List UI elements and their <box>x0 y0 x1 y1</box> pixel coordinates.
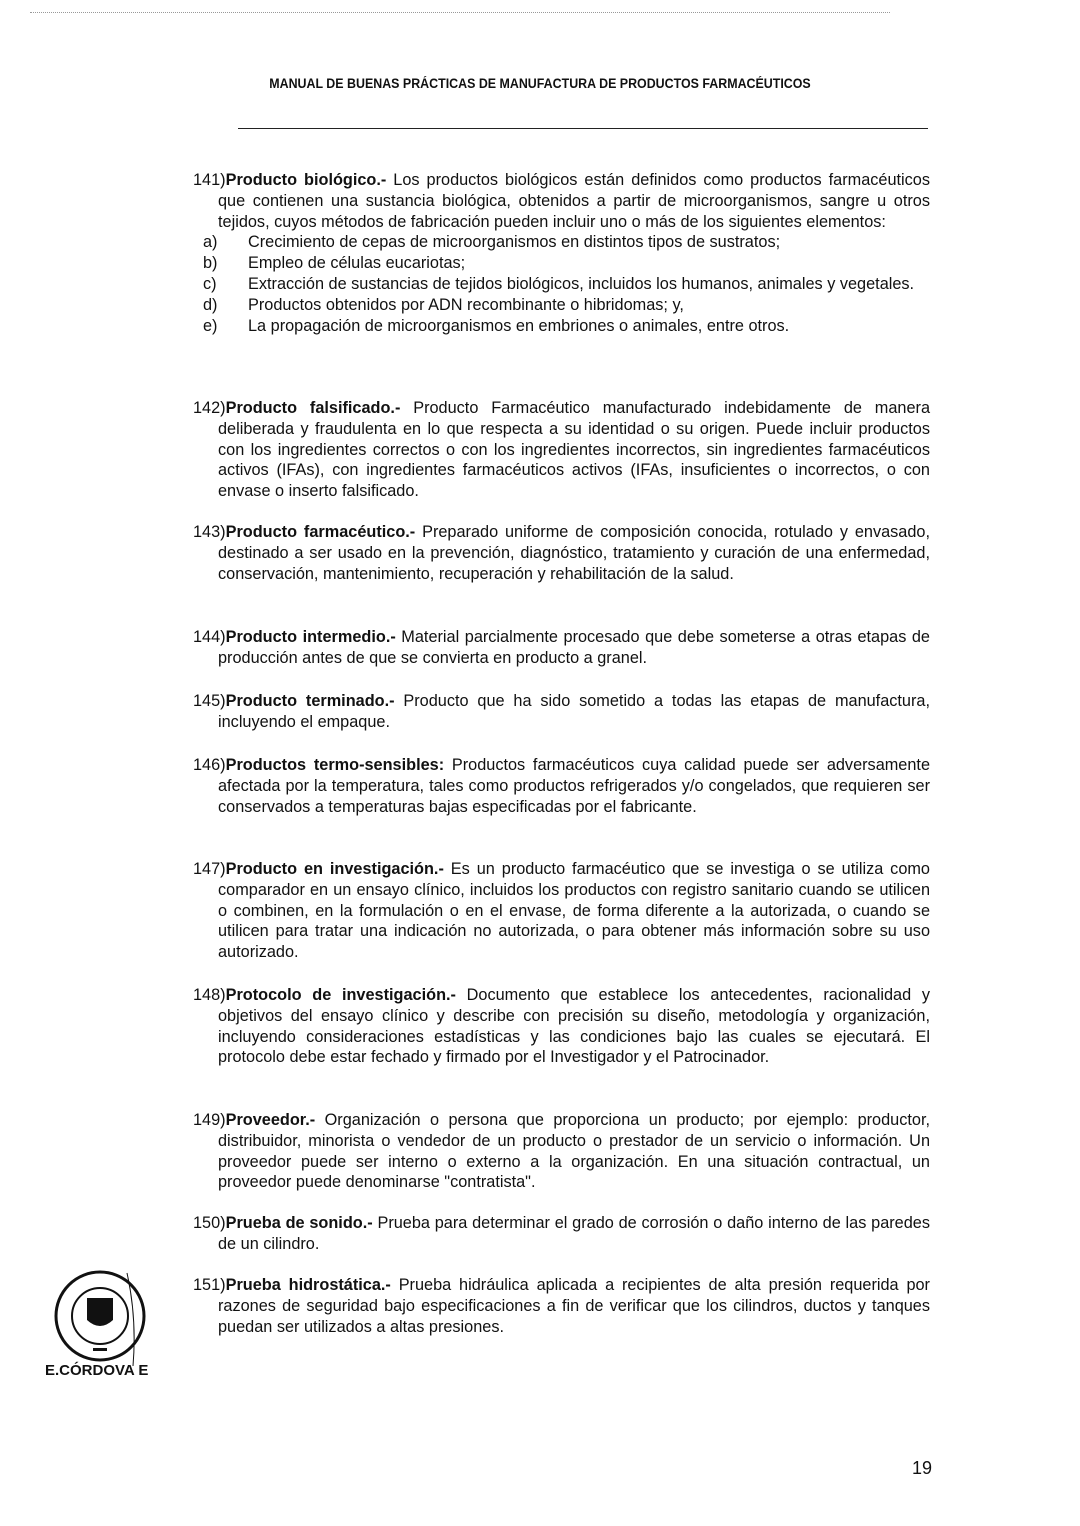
definition-item <box>193 691 930 733</box>
list-item <box>203 232 930 253</box>
item-text: Prueba para determinar el grado de corrosión o daño interno de las paredes de un cilindro. <box>218 1214 930 1253</box>
item-number: 145) <box>193 692 226 710</box>
official-stamp <box>45 1268 155 1368</box>
item-text: Preparado uniforme de composición conocida, rotulado y envasado, destinado a ser usado en la prevención, diagnóstico, tratamiento y curación de una enfermedad, conservación, mantenimiento, recuperación y rehabilitación de la salud. <box>218 523 930 583</box>
item-number: 149) <box>193 1111 226 1129</box>
list-item <box>203 253 930 274</box>
item-number: 146) <box>193 756 226 774</box>
item-term: Producto falsificado.- <box>225 399 401 417</box>
item-term: Prueba hidrostática.- <box>225 1276 391 1294</box>
item-term: Proveedor.- <box>225 1111 316 1129</box>
item-text: Prueba hidráulica aplicada a recipientes de alta presión requerida por razones de seguridad bajo especificaciones a fin de verificar que los cilindros, ductos y tanques puedan ser utilizados a altas presiones. <box>218 1276 930 1336</box>
definition-item <box>193 1213 930 1255</box>
item-number: 142) <box>193 399 226 417</box>
item-term: Producto en investigación.- <box>225 860 444 878</box>
item-text: Los productos biológicos están definidos como productos farmacéuticos que contienen una sustancia biológica, obtenidos a partir de microorganismos, sangre u otros tejidos, cuyos métodos de fabricación pueden incluir uno o más de los siguientes elementos: <box>218 171 930 231</box>
list-text: Productos obtenidos por ADN recombinante o hibridomas; y, <box>248 295 684 314</box>
item-text: Productos farmacéuticos cuya calidad puede ser adversamente afectada por la temperatura, tales como productos refrigerados y/o congelados, que requieren ser conservados a temperaturas bajas especificadas por el fabricante. <box>218 756 930 816</box>
scan-artifact <box>30 12 890 15</box>
list-item <box>203 316 930 337</box>
definition-item <box>193 170 930 336</box>
item-text: Producto Farmacéutico manufacturado indebidamente de manera deliberada y fraudulenta en lo que respecta a su identidad o su origen. Puede incluir productos con los ingredientes correctos o con los ingredientes incorrectos, sin ingredientes farmacéuticos activos (IFAs), con ingredientes farmacéuticos activos (IFAs, insuficientes o incorrectos, o con envase o inserto falsificado. <box>218 399 930 501</box>
item-term: Producto terminado.- <box>225 692 395 710</box>
definition-item <box>193 627 930 669</box>
definition-item <box>193 1110 930 1193</box>
list-letter: d) <box>203 295 218 314</box>
list-text: Empleo de células eucariotas; <box>248 254 466 273</box>
list-letter: c) <box>203 274 217 293</box>
list-item <box>203 274 930 295</box>
item-text: Material parcialmente procesado que debe someterse a otras etapas de producción antes de que se convierta en producto a granel. <box>218 628 930 667</box>
item-text: Documento que establece los antecedentes, racionalidad y objetivos del ensayo clínico y describe con precisión su diseño, metodología y organización, incluyendo consideraciones estadísticas y las condiciones bajo las cuales se ejecutará. El protocolo debe estar fechado y firmado por el Investigador y el Patrocinador. <box>218 986 930 1067</box>
definition-item <box>193 522 930 584</box>
header-rule <box>238 128 928 129</box>
item-number: 141) <box>193 171 226 189</box>
item-number: 151) <box>193 1276 226 1294</box>
item-number: 143) <box>193 523 226 541</box>
item-term: Protocolo de investigación.- <box>225 986 456 1004</box>
item-number: 148) <box>193 986 226 1004</box>
definition-item <box>193 398 930 502</box>
list-text: Crecimiento de cepas de microorganismos en distintos tipos de sustratos; <box>248 233 781 252</box>
item-term: Producto farmacéutico.- <box>225 523 416 541</box>
definition-item <box>193 1275 930 1337</box>
item-text: Producto que ha sido sometido a todas las etapas de manufactura, incluyendo el empaque. <box>218 692 930 731</box>
list-letter: b) <box>203 254 218 273</box>
item-number: 147) <box>193 860 226 878</box>
item-term: Productos termo-sensibles: <box>225 756 445 774</box>
item-term: Producto biológico.- <box>225 171 387 189</box>
list-letter: e) <box>203 316 218 335</box>
page-number: 19 <box>912 1458 933 1478</box>
signature-name: E.CÓRDOVA E <box>45 1362 149 1379</box>
page-header: MANUAL DE BUENAS PRÁCTICAS DE MANUFACTURA DE PRODUCTOS FARMACÉUTICOS <box>269 76 811 91</box>
item-term: Producto intermedio.- <box>225 628 396 646</box>
list-item <box>203 295 930 316</box>
list-letter: a) <box>203 233 218 252</box>
definition-item <box>193 859 930 963</box>
item-number: 150) <box>193 1214 226 1232</box>
item-text: Organización o persona que proporciona un producto; por ejemplo: productor, distribuidor, minorista o vendedor de un producto o prestador de un servicio o información. Un proveedor puede ser interno o externo a la organización. En una situación contractual, un proveedor puede denominarse "contratista". <box>218 1111 930 1192</box>
item-text: Es un producto farmacéutico que se investiga o se utiliza como comparador en un ensayo clínico, incluidos los productos con registro sanitario cuando se utilicen o combinen, en la formulación o en el envase, de forma diferente a la autorizada, o cuando se utilicen para tratar una indicación no autorizada, o para obtener más información sobre su uso autorizado. <box>218 860 930 962</box>
item-term: Prueba de sonido.- <box>225 1214 373 1232</box>
definition-item <box>193 755 930 817</box>
item-number: 144) <box>193 628 226 646</box>
list-text: La propagación de microorganismos en embriones o animales, entre otros. <box>248 316 790 335</box>
list-text: Extracción de sustancias de tejidos biológicos, incluidos los humanos, animales y vegetales. <box>248 274 915 293</box>
definition-item <box>193 985 930 1068</box>
